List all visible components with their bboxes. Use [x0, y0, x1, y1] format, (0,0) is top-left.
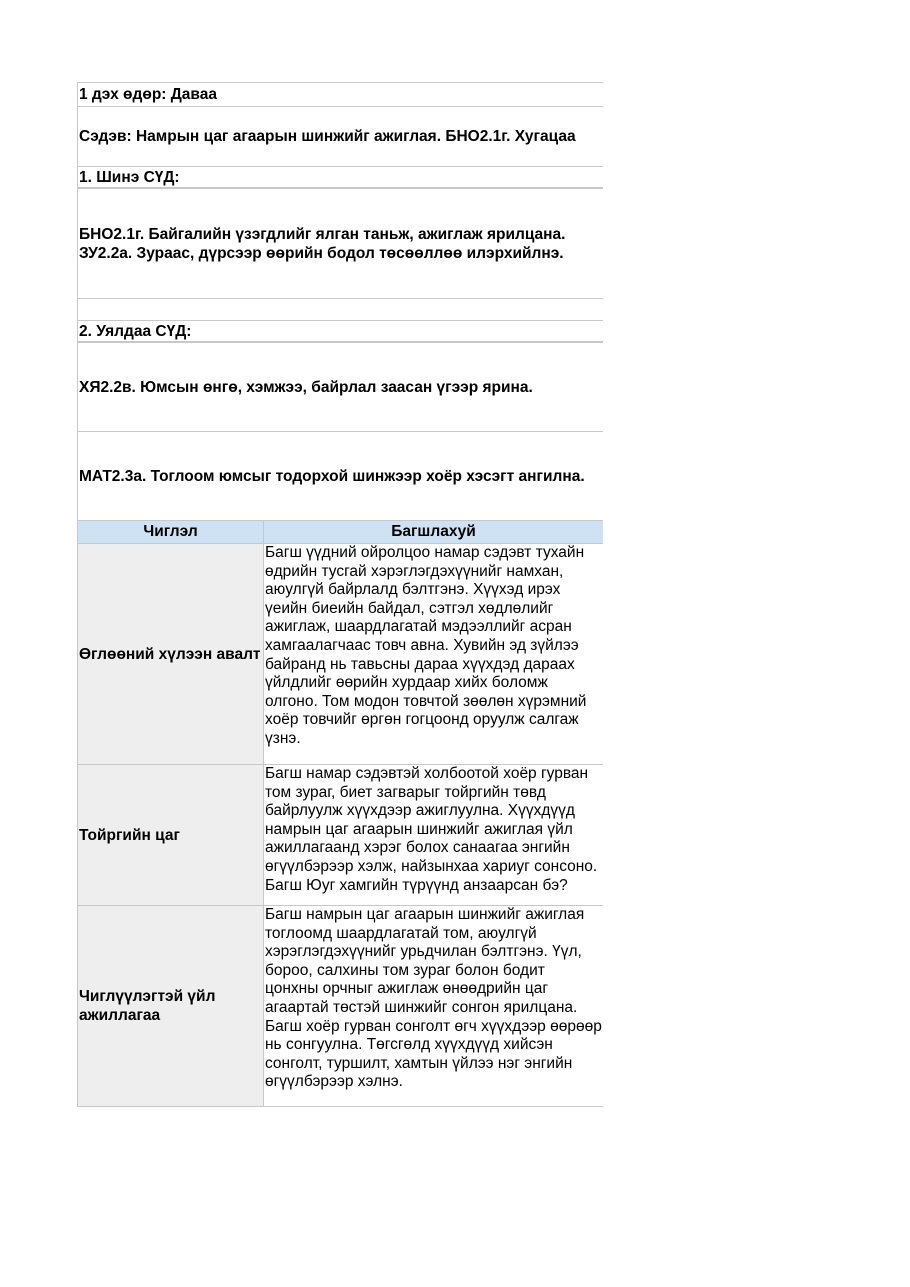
topic-text: Сэдэв: Намрын цаг агаарын шинжийг ажиглая. БНО2.1г. Хугацаа: [79, 128, 576, 145]
spacer-row: [77, 298, 603, 320]
row-description-text: Багш үүдний ойролцоо намар сэдэвт тухайн өдрийн тусгай хэрэглэгдэхүүнийг намхан, аюулгүй байрлалд бэлтгэнэ. Хүүхэд ирэх үеийн биеийн байдал, сэтгэл хөдлөлийг ажиглаж, шаардлагатай мэдээллийг асран хамгаалагчаас товч авна. Хувийн эд зүйлээ байранд нь тавьсны дараа хүүхдэд дараах үйлдлийг өөрийн хурдаар хийх боломж олгоно. Том модон товчтой зөөлөн хүрэмний хоёр товчийг өргөн гогцоонд оруулж салгаж үзнэ.: [265, 544, 587, 747]
row-description: [264, 544, 604, 765]
day-label: 1 дэх өдөр: Даваа: [77, 82, 603, 106]
section1-heading: 1. Шинэ СҮД:: [77, 166, 603, 188]
section2-goal: МАТ2.3а. Тоглоом юмсыг тодорхой шинжээр хоёр хэсэгт ангилна.: [79, 467, 585, 485]
section1-goal: ЗУ2.2а. Зураас, дүрсээр өөрийн бодол төсөөллөө илэрхийлнэ.: [79, 244, 564, 262]
table-row: [78, 544, 604, 765]
section2-goal: ХЯ2.2в. Юмсын өнгө, хэмжээ, байрлал заасан үгээр ярина.: [79, 378, 533, 396]
topic-row: [77, 106, 603, 166]
section1-goal: БНО2.1г. Байгалийн үзэгдлийг ялган таньж, ажиглаж ярилцана.: [79, 225, 566, 243]
section2-goal-row: [77, 342, 603, 431]
lesson-plan-sheet: [77, 82, 603, 1107]
table-row: [78, 765, 604, 906]
column-header-direction: Чиглэл: [78, 521, 264, 544]
row-description: [264, 906, 604, 1107]
section1-goals: [77, 188, 603, 298]
table-row: [78, 906, 604, 1107]
column-header-teaching: Багшлахуй: [264, 521, 604, 544]
row-description-text: Багш намрын цаг агаарын шинжийг ажиглая тоглоомд шаардлагатай том, аюулгүй хэрэглэгдэхүүнийг урьдчилан бэлтгэнэ. Үүл, бороо, салхины том зураг болон бодит цонхны орчныг ажиглаж өнөөдрийн цаг агаартай төстэй шинжийг сонгон ярилцана. Багш хоёр гурван сонголт өгч хүүхдээр өөрөөр нь сонгуулна. Төгсгөлд хүүхдүүд хийсэн сонголт, туршилт, хамтын үйлээ нэг энгийн өгүүлбэрээр хэлнэ.: [265, 906, 602, 1091]
row-category: Өглөөний хүлээн авалт: [78, 544, 264, 765]
section2-goal-row: [77, 431, 603, 520]
row-category: Чиглүүлэгтэй үйл ажиллагаа: [78, 906, 264, 1107]
row-description-text: Багш намар сэдэвтэй холбоотой хоёр гурван том зураг, биет загварыг тойргийн төвд байрлуулж хүүхдээр ажиглуулна. Хүүхдүүд намрын цаг агаарын шинжийг ажиглая үйл ажиллагаанд хэрэг болох санаагаа энгийн өгүүлбэрээр хэлж, найзынхаа хариуг сонсоно. Багш Юуг хамгийн түрүүнд анзаарсан бэ?: [265, 765, 598, 894]
row-category: Тойргийн цаг: [78, 765, 264, 906]
activity-table: [77, 520, 603, 1107]
section2-heading: 2. Уялдаа СҮД:: [77, 320, 603, 342]
row-description: [264, 765, 604, 906]
